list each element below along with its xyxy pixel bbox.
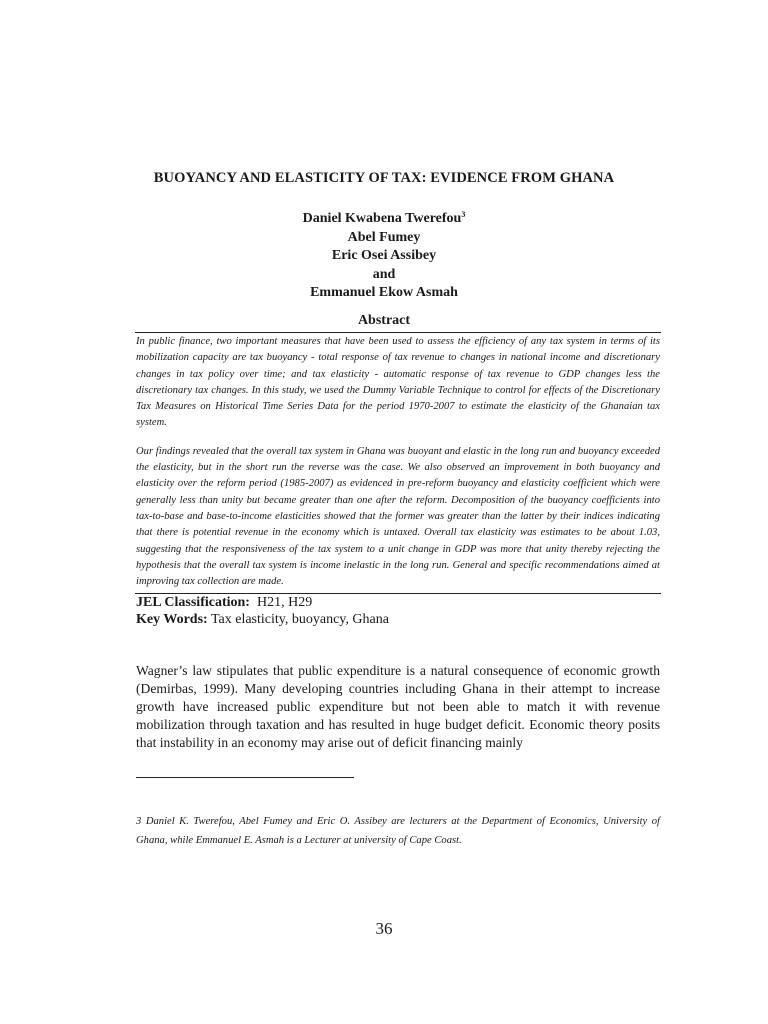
abstract-paragraph: In public finance, two important measures that have been used to assess the efficiency of any tax system in terms of its mobilization capacity are tax buoyancy - total response of tax revenue to changes in national income and discretionary changes in tax policy over time; and tax elasticity - automatic response of tax revenue to GDP changes less the discretionary tax changes. In this study, we used the Dummy Variable Technique to control for effects of the Discretionary Tax Measures on Historical Time Series Data for the period 1970-2007 to estimate the elasticity of the Ghanaian tax system. bbox=[136, 336, 660, 429]
footnote-rule bbox=[136, 777, 354, 778]
body-paragraph: Wagner’s law stipulates that public expenditure is a natural consequence of economic growth (Demirbas, 1999). Many developing countries including Ghana in their attempt to increase growth have increased public expenditure but not been able to match it with revenue mobilization through taxation and has resulted in huge budget deficit. Economic theory posits that instability in an economy may arise out of deficit financing mainly bbox=[136, 663, 660, 750]
author-name: Daniel Kwabena Twerefou bbox=[302, 211, 462, 226]
footnote-mark: 3 bbox=[461, 210, 466, 219]
jel-label: JEL Classification: bbox=[136, 595, 250, 610]
keywords-label: Key Words: bbox=[136, 612, 208, 627]
abstract-paragraph: Our findings revealed that the overall tax system in Ghana was buoyant and elastic in the long run and buoyancy exceeded the elasticity, but in the short run the reverse was the case. We also observed an improvement in both buoyancy and elasticity over the reform period (1985-2007) as evidenced in pre-reform buoyancy and elasticity coefficient which were generally less than unity but became greater than one after the reform. Decomposition of the buoyancy coefficients into tax-to-base and base-to-income elasticities showed that the former was greater than the latter by their indices indicating that there is potential revenue in the economy which is untaxed. Overall tax elasticity was estimates to be about 1.03, suggesting that the responsiveness of the tax system to a unit change in GDP was more that unity thereby rejecting the hypothesis that the overall tax system is income inelastic in the long run. General and specific recommendations aimed at improving tax collection are made. bbox=[136, 445, 660, 588]
keywords-value: Tax elasticity, buoyancy, Ghana bbox=[210, 612, 389, 627]
abstract-heading: Abstract bbox=[357, 313, 411, 328]
paper-title: BUOYANCY AND ELASTICITY OF TAX: EVIDENCE FROM GHANA bbox=[153, 170, 615, 186]
classification-block bbox=[136, 594, 660, 628]
author-name: Eric Osei Assibey bbox=[331, 248, 437, 263]
author-name: Abel Fumey bbox=[347, 229, 421, 245]
jel-value: H21, H29 bbox=[256, 595, 313, 610]
page-number: 36 bbox=[375, 919, 393, 938]
abstract-top-rule bbox=[135, 332, 661, 333]
footnote: 3 Daniel K. Twerefou, Abel Fumey and Eric O. Assibey are lecturers at the Department of Economics, University of Ghana, while Emmanuel E. Asmah is a Lecturer at university of Cape Coast. bbox=[136, 816, 660, 846]
author-line-1 bbox=[0, 206, 768, 229]
author-list bbox=[0, 206, 768, 303]
key-words bbox=[136, 611, 660, 628]
author-name: Emmanuel Ekow Asmah bbox=[310, 285, 458, 300]
jel-classification bbox=[136, 594, 660, 611]
author-conjunction: and bbox=[372, 266, 396, 282]
abstract-body bbox=[136, 334, 660, 602]
